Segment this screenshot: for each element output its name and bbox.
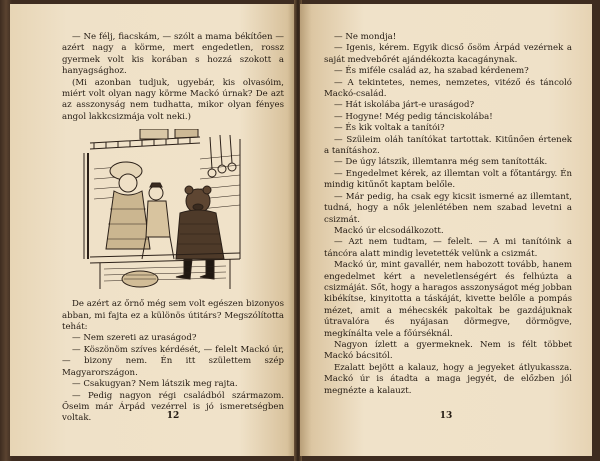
paragraph: — Hát iskolába járt-e uraságod? [334,100,475,111]
paragraph: — Csakugyan? Nem látszik meg rajta. [72,379,238,390]
paragraph: Mackó úr, mint gavallér, nem habozott tovább, hanem engedelmet kért a neveletlenségért és felhúzta a csizmáját. Sőt, hogy a haragos asszonyságot még jobban kibékítse, kinyitotta a táskáját, kivette belőle a pompás mézet, amit a méhecskék pakoltak be gazdájuknak útravalóra és nyájasan dörmegve, dörmögve, megkínálta vele a főúrséknál. [324,260,572,339]
right-page [300,4,592,456]
paragraph: De azért az őrnő még sem volt egészen bizonyos abban, mi fajta ez a különös útitárs? Megszólította tehát: [62,299,284,333]
paragraph: — És kik voltak a tanítói? [334,123,445,134]
page-number: 13 [439,410,453,421]
paragraph: — Hogyne! Még pedig tánciskolába! [334,111,493,122]
paragraph: — Nem szereti az uraságod? [72,333,197,344]
page-number: 12 [166,410,180,421]
paragraph: — Engedelmet kérek, az illemtan volt a főtantárgy. Én mindig kitűnőt kaptam belőle. [324,168,572,191]
paragraph: (Mi azonban tudjuk, ugyebár, kis olvasóim, miért volt olyan nagy körme Mackó úrnak? De azt az asszonyság nem tudhatta, mikor olyan fényes angol lakkcsizmája volt neki.) [62,77,284,122]
paragraph: — Ne mondja! [334,32,397,42]
paragraph: — A tekintetes, nemes, nemzetes, vitéző és táncoló Mackó-család. [324,77,572,100]
left-page [10,4,296,456]
paragraph: Ezalatt bejött a kalauz, hogy a jegyeket átlyukassza. Mackó úr is átadta a maga jegyét, de előzben jól megnézte a kalauzt. [324,362,572,396]
paragraph: — Már pedig, ha csak egy kicsit ismerné az illemtant, tudná, hogy a nők jelenlétében nem szabad levetni a csizmát. [324,191,572,225]
paragraph: — Azt nem tudtam, — felelt. — A mi tanítóink a táncóra alatt mindig levetették velünk a csizmát. [324,237,572,259]
paragraph: Nagyon ízlett a gyermeknek. Nem is félt többet Mackó bácsitól. [324,339,572,362]
illustration-train-compartment [80,129,250,293]
paragraph: — Ne félj, fiacskám, — szólt a mama békítően — azért nagy a körme, mert engedetlen, rossz gyermek volt kis korában s hozzá szokott a hanyagsághoz. [62,32,284,77]
paragraph: — És miféle család az, ha szabad kérdenem? [334,66,529,77]
paragraph: — Pedig nagyon régi családból származom. Őseim már Árpád vezérrel is jó ismeretségben voltak. [62,390,284,424]
paragraph: Mackó úr elcsodálkozott. [334,225,444,236]
paragraph: — Igenis, kérem. Egyik dicső ősöm Árpád vezérnek a saját medvebőrét ajándékozta kacagánynak. [324,43,572,65]
paragraph: — De úgy látszik, illemtanra még sem tanították. [334,157,548,168]
paragraph: — Köszönöm szíves kérdését, — felelt Mackó úr, — bizony nem. Én itt születtem szép Magyarországon. [62,344,284,378]
paragraph: — Szüleim oláh tanítókat tartottak. Kitűnően értenek a tanításhoz. [324,134,572,157]
